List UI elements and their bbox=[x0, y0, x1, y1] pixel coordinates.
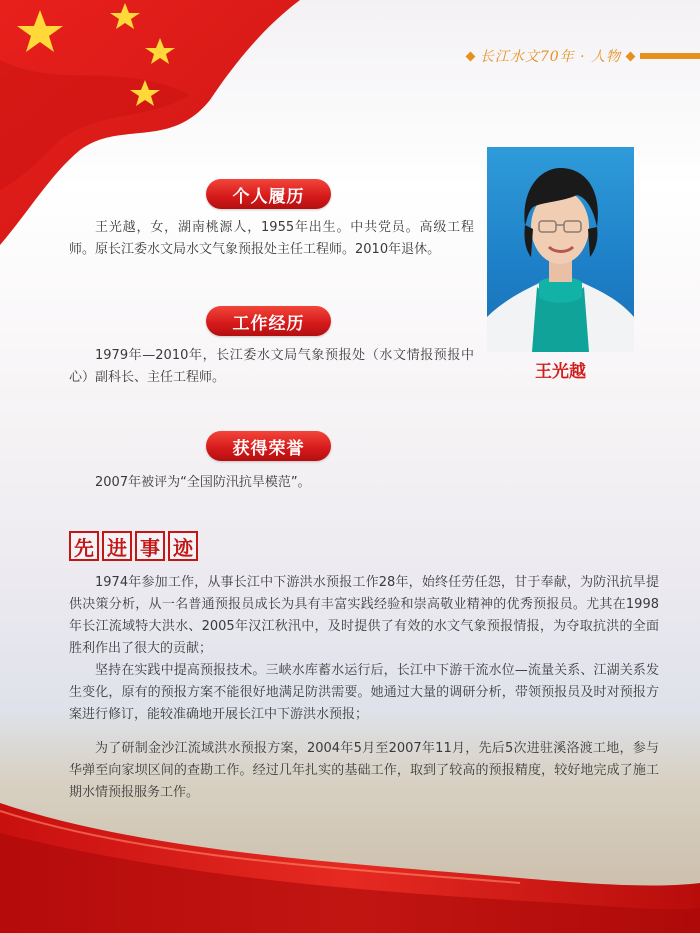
photo-caption: 王光越 bbox=[535, 362, 586, 382]
diamond-icon bbox=[626, 51, 636, 61]
deeds-title-char: 进 bbox=[102, 531, 132, 561]
header-title: 长江水文70年 · 人物 bbox=[479, 49, 621, 65]
deeds-title-char: 先 bbox=[69, 531, 99, 561]
deeds-paragraph-1: 1974年参加工作，从事长江中下游洪水预报工作28年，始终任劳任怨，甘于奉献，为防汛抗旱提供决策分析，从一名普通预报员成长为具有丰富实践经验和崇高敬业精神的优秀预报员。尤其在1998年长江流域特大洪水、2005年汉江秋汛中，及时提供了有效的水文气象预报情报，为夺取抗洪的全面胜利作出了很大的贡献； bbox=[69, 575, 659, 656]
deeds-title bbox=[69, 531, 201, 561]
header-rule bbox=[640, 53, 700, 59]
resume-text: 王光越，女，湖南桃源人，1955年出生。中共党员。高级工程师。原长江委水文局水文气象预报处主任工程师。2010年退休。 bbox=[69, 220, 474, 257]
work-heading: 工作经历 bbox=[206, 306, 331, 336]
deeds-title-char: 事 bbox=[135, 531, 165, 561]
deeds-paragraph-3: 为了研制金沙江流域洪水预报方案，2004年5月至2007年11月，先后5次进驻溪洛渡工地，参与华弹至向家坝区间的查勘工作。经过几年扎实的基础工作，取到了较高的预报精度，较好地完成了施工期水情预报服务工作。 bbox=[69, 741, 659, 800]
red-flag-decoration bbox=[0, 0, 330, 250]
header-bar bbox=[467, 47, 700, 65]
resume-heading: 个人履历 bbox=[206, 179, 331, 209]
honors-text: 2007年被评为“全国防汛抗旱模范”。 bbox=[95, 475, 311, 490]
deeds-paragraph-2: 坚持在实践中提高预报技术。三峡水库蓄水运行后，长江中下游干流水位—流量关系、江湖关系发生变化，原有的预报方案不能很好地满足防洪需要。她通过大量的调研分析，带领预报员及时对预报方案进行修订，能较准确地开展长江中下游洪水预报； bbox=[69, 663, 659, 722]
portrait-photo bbox=[487, 147, 634, 352]
deeds-title-char: 迹 bbox=[168, 531, 198, 561]
work-text: 1979年—2010年，长江委水文局气象预报处（水文情报预报中心）副科长、主任工程师。 bbox=[69, 348, 474, 385]
portrait-illustration bbox=[487, 147, 634, 352]
honors-heading: 获得荣誉 bbox=[206, 431, 331, 461]
red-ribbon-decoration bbox=[0, 793, 700, 933]
diamond-icon bbox=[465, 51, 475, 61]
